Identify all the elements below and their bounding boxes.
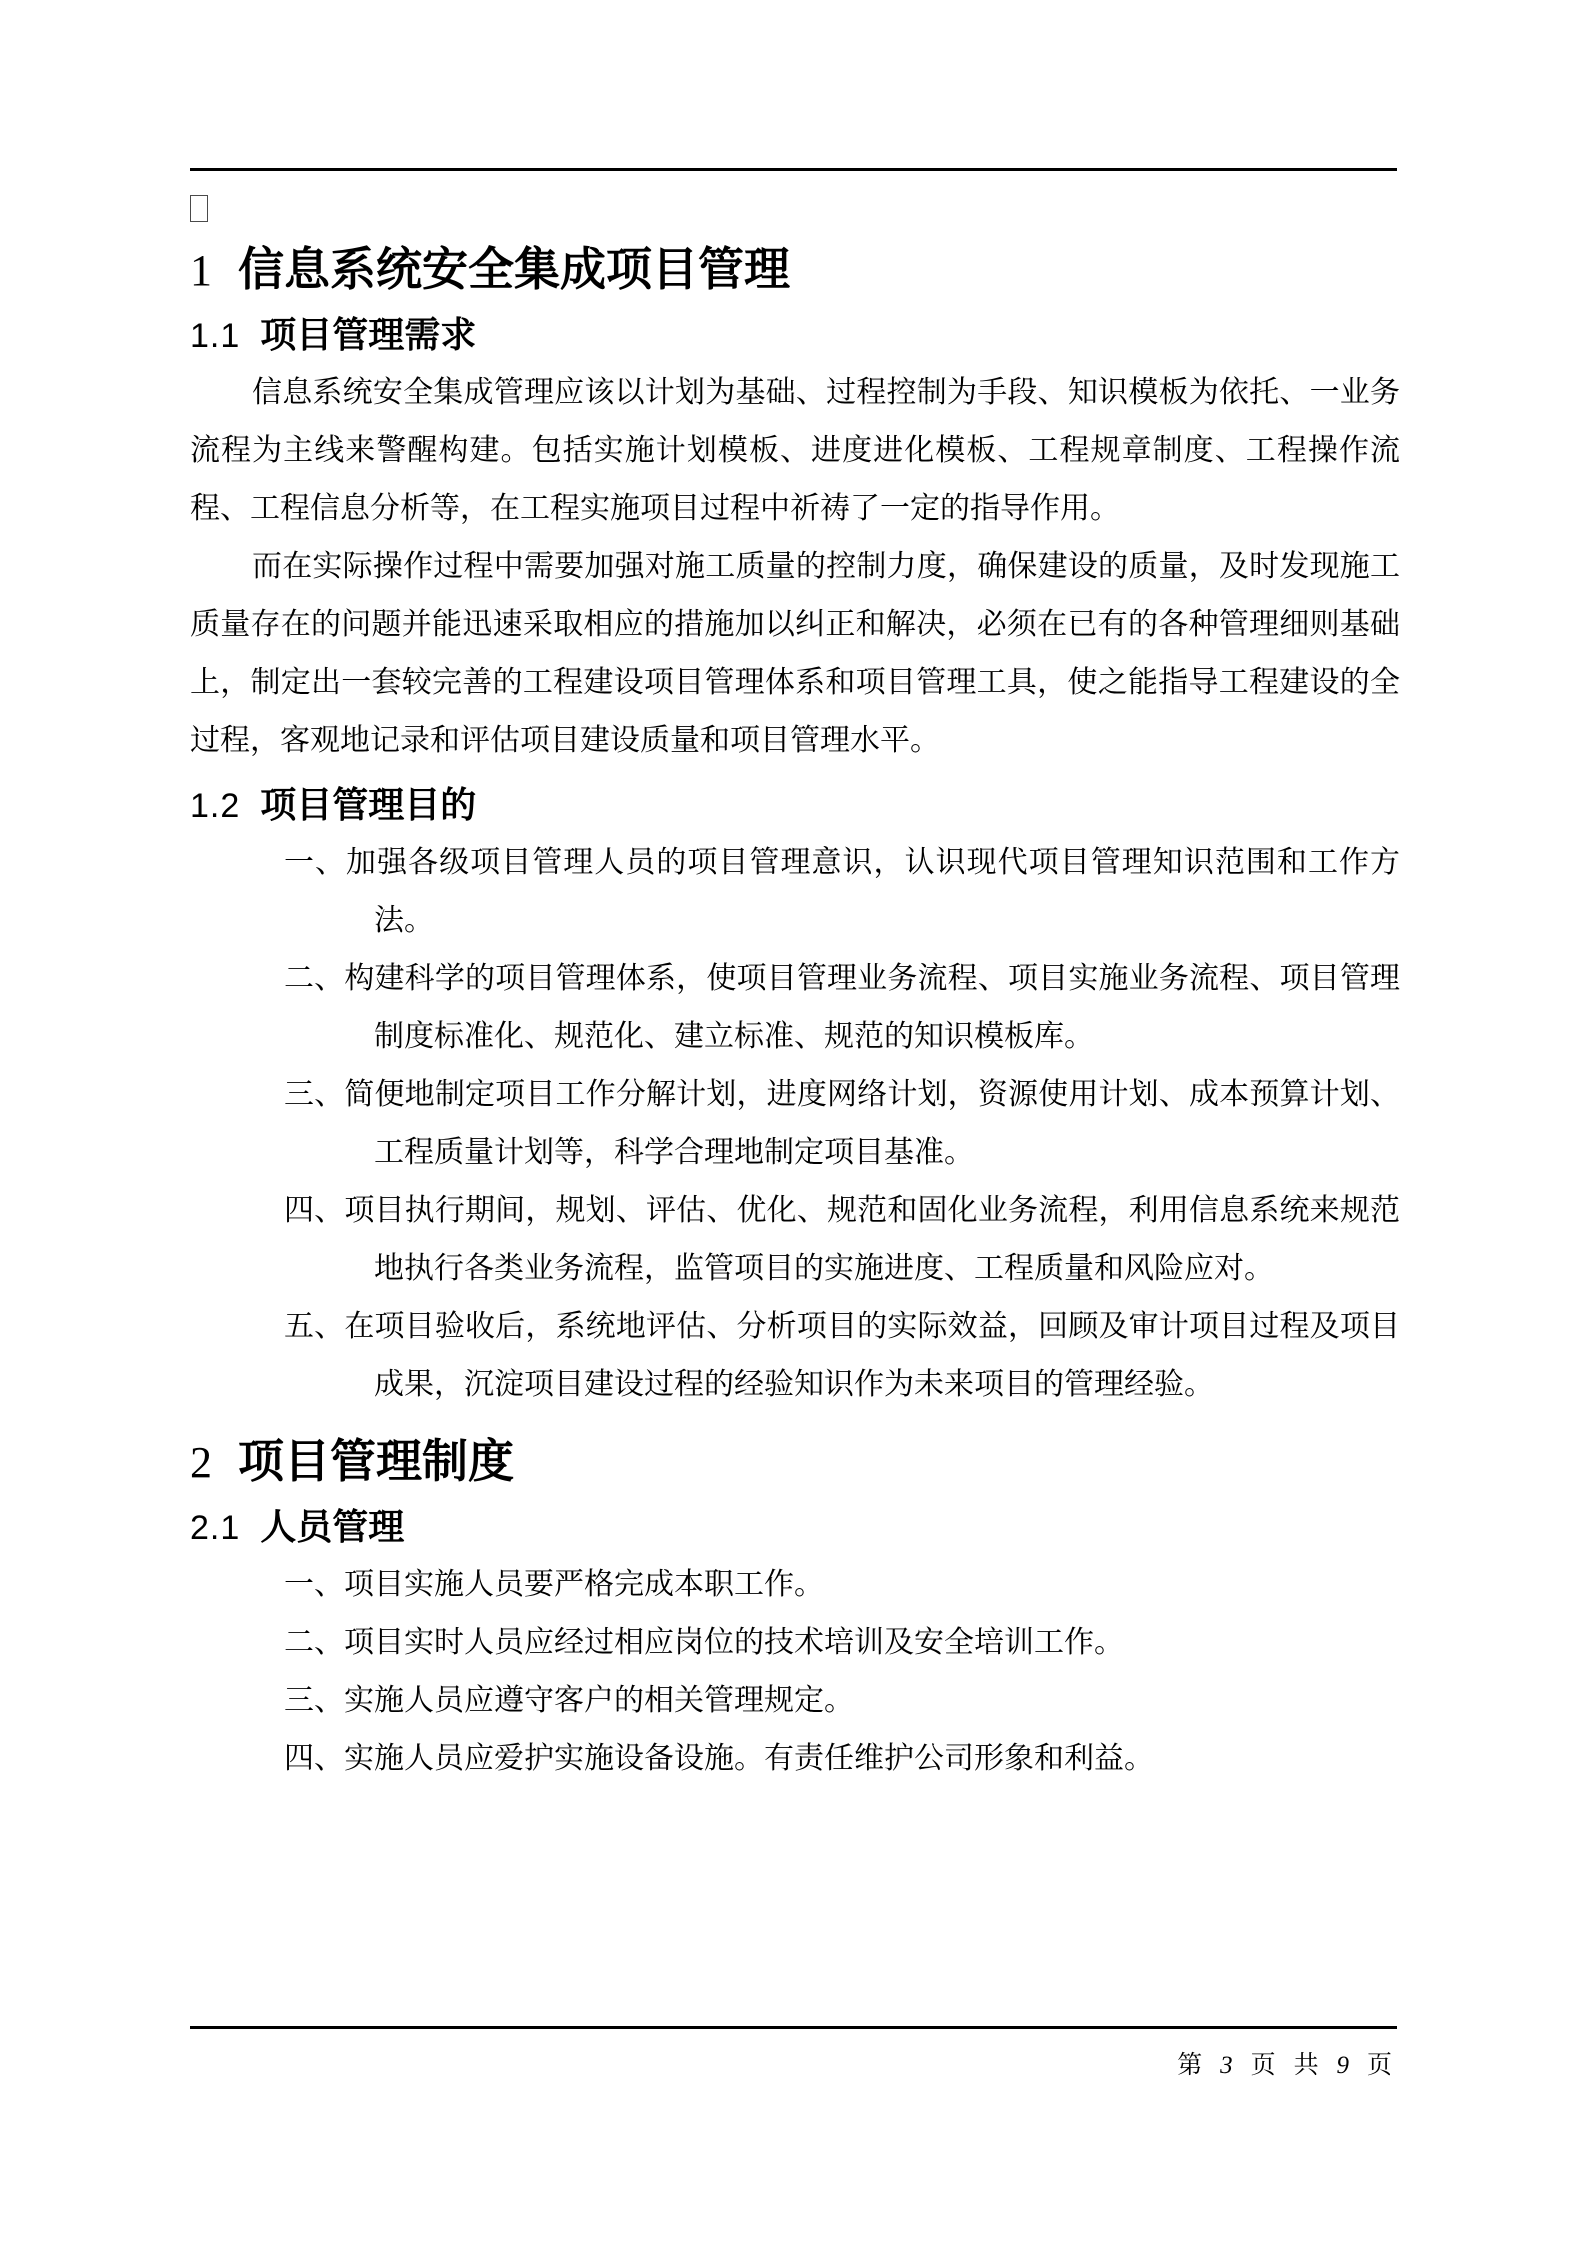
heading-1-section-2 (190, 1432, 1400, 1492)
paragraph: 信息系统安全集成管理应该以计划为基础、过程控制为手段、知识模板为依托、一业务流程为主线来警醒构建。包括实施计划模板、进度进化模板、工程规章制度、工程操作流程、工程信息分析等，在工程实施项目过程中祈祷了一定的指导作用。 (190, 375, 1400, 526)
footer-middle: 页 共 (1250, 2050, 1324, 2079)
heading-1-title: 项目管理制度 (238, 1434, 514, 1488)
heading-2-number: 2.1 (190, 1509, 241, 1547)
heading-2-number: 1.2 (190, 787, 241, 825)
paragraph: 而在实际操作过程中需要加强对施工质量的控制力度，确保建设的质量，及时发现施工质量存在的问题并能迅速采取相应的措施加以纠正和解决，必须在已有的各种管理细则基础上，制定出一套较完善的工程建设项目管理体系和项目管理工具，使之能指导工程建设的全过程，客观地记录和评估项目建设质量和项目管理水平。 (190, 549, 1400, 758)
heading-1-title: 信息系统安全集成项目管理 (238, 242, 790, 296)
heading-1-section-1 (190, 240, 1400, 300)
list-item: 三、简便地制定项目工作分解计划，进度网络计划，资源使用计划、成本预算计划、工程质量计划等，科学合理地制定项目基准。 (284, 1077, 1400, 1170)
list-item: 一、项目实施人员要严格完成本职工作。 (284, 1567, 824, 1602)
heading-2-section-1-2 (190, 780, 1400, 832)
heading-2-section-1-1 (190, 310, 1400, 362)
heading-2-title: 项目管理需求 (260, 315, 477, 356)
numbered-list-2-1 (190, 1556, 1400, 1788)
list-item: 二、构建科学的项目管理体系，使项目管理业务流程、项目实施业务流程、项目管理制度标准化、规范化、建立标准、规范的知识模板库。 (284, 961, 1400, 1054)
heading-2-section-2-1 (190, 1502, 1400, 1554)
footer-rule (190, 2026, 1397, 2029)
header-rule (190, 168, 1397, 171)
heading-1-number: 1 (190, 246, 212, 295)
empty-box-icon (190, 195, 208, 222)
list-item: 三、实施人员应遵守客户的相关管理规定。 (284, 1683, 854, 1718)
section-spacer (190, 1414, 1400, 1424)
numbered-list-1-2 (190, 834, 1400, 1414)
heading-2-number: 1.1 (190, 317, 241, 355)
footer-suffix: 页 (1366, 2050, 1397, 2079)
footer-total-pages: 9 (1336, 2052, 1355, 2079)
list-item: 四、实施人员应爱护实施设备设施。有责任维护公司形象和利益。 (284, 1741, 1154, 1776)
list-item: 二、项目实时人员应经过相应岗位的技术培训及安全培训工作。 (284, 1625, 1124, 1660)
heading-1-number: 2 (190, 1438, 212, 1487)
list-item: 五、在项目验收后，系统地评估、分析项目的实际效益，回顾及审计项目过程及项目成果，沉淀项目建设过程的经验知识作为未来项目的管理经验。 (284, 1309, 1400, 1402)
page-number-footer (1177, 2045, 1397, 2081)
heading-2-title: 人员管理 (260, 1507, 405, 1548)
footer-prefix: 第 (1177, 2050, 1208, 2079)
list-item: 一、加强各级项目管理人员的项目管理意识，认识现代项目管理知识范围和工作方法。 (284, 845, 1400, 938)
document-body (190, 188, 1400, 1788)
footer-current-page: 3 (1220, 2052, 1238, 2079)
heading-2-title: 项目管理目的 (260, 785, 477, 826)
placeholder-glyph-line (190, 188, 1400, 232)
list-item: 四、项目执行期间，规划、评估、优化、规范和固化业务流程，利用信息系统来规范地执行各类业务流程，监管项目的实施进度、工程质量和风险应对。 (284, 1193, 1400, 1286)
